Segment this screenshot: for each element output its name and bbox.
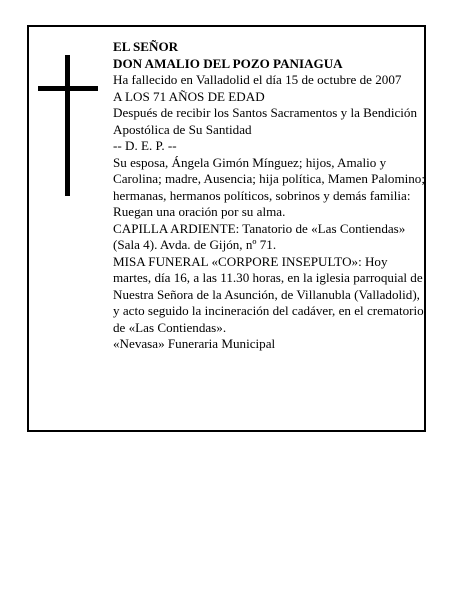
age-line: A LOS 71 AÑOS DE EDAD bbox=[113, 88, 265, 104]
latin-cross-icon bbox=[38, 55, 98, 196]
cross-horizontal-bar bbox=[38, 86, 98, 91]
obituary-title: EL SEÑOR bbox=[113, 39, 179, 54]
sacraments-line: Después de recibir los Santos Sacramentos y la Bendición Apostólica de Su Santidad bbox=[113, 105, 417, 137]
chapel-paragraph: CAPILLA ARDIENTE: Tanatorio de «Las Contiendas» (Sala 4). Avda. de Gijón, nº 71. bbox=[113, 220, 406, 252]
prayer-line: Ruegan una oración por su alma. bbox=[113, 204, 286, 219]
cross-vertical-bar bbox=[65, 55, 70, 196]
death-notice: Ha fallecido en Valladolid el día 15 de octubre de 2007 bbox=[113, 72, 402, 87]
family-paragraph: Su esposa, Ángela Gimón Mínguez; hijos, Amalio y Carolina; madre, Ausencia; hija política, Mamen Palomino; hermanas, hermanos políticos, sobrinos y demás familia: bbox=[113, 154, 425, 203]
deceased-name: DON AMALIO DEL POZO PANIAGUA bbox=[113, 55, 343, 71]
obituary-text bbox=[113, 39, 425, 353]
funeral-paragraph: MISA FUNERAL «CORPORE INSEPULTO»: Hoy martes, día 16, a las 11.30 horas, en la iglesia parroquial de Nuestra Señora de la Asunción, de Villanubla (Valladolid), y acto seguido la incineración del cadáver, en el crematorio de «Las Contiendas». bbox=[113, 253, 424, 335]
funeral-home-line: «Nevasa» Funeraria Municipal bbox=[113, 336, 276, 351]
rip-line: -- D. E. P. -- bbox=[113, 138, 177, 153]
